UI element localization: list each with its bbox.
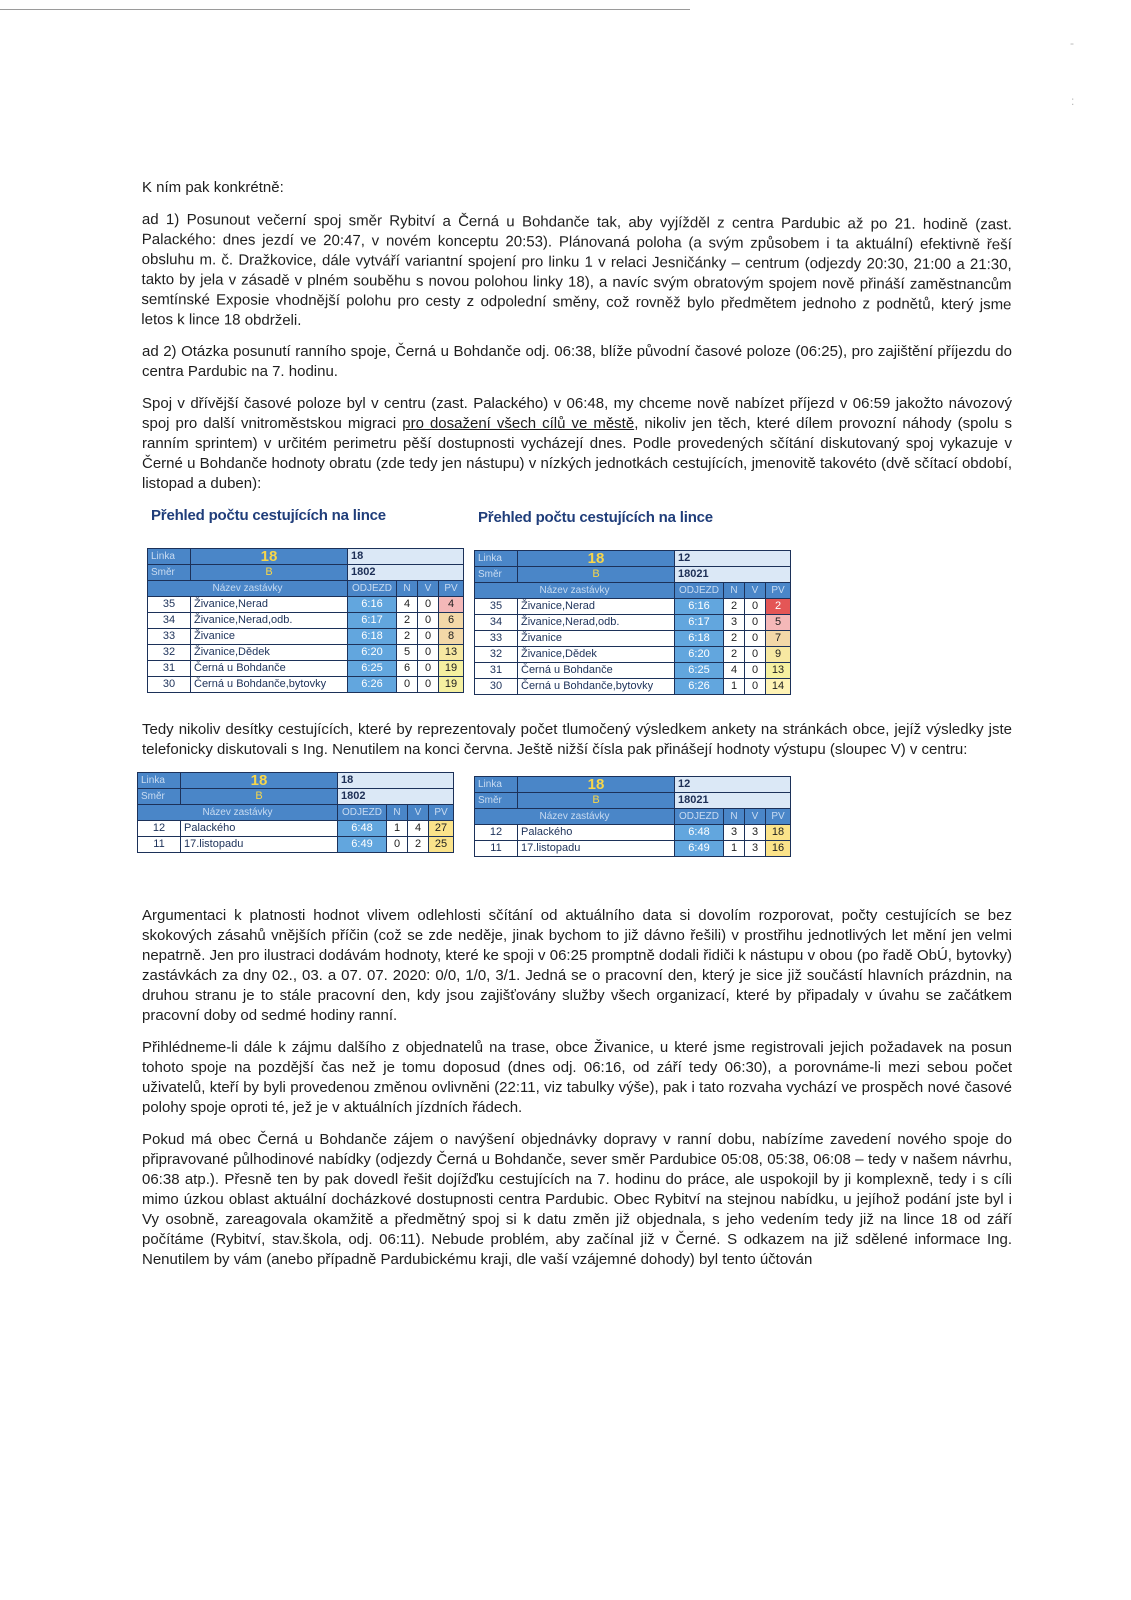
letter-page	[142, 178, 1012, 1282]
col-n: N	[397, 581, 418, 597]
boarding-count: 2	[397, 613, 418, 629]
stop-name: Živanice,Nerad,odb.	[518, 615, 675, 631]
departure-time: 6:16	[675, 599, 724, 615]
table-row	[148, 613, 464, 629]
boarding-count: 2	[724, 647, 745, 663]
onboard-count: 2	[766, 599, 791, 615]
alighting-count: 0	[418, 661, 439, 677]
stop-number: 35	[148, 597, 191, 613]
label-smer: Směr	[148, 565, 191, 581]
boarding-count: 5	[397, 645, 418, 661]
departure-time: 6:20	[675, 647, 724, 663]
line-number: 18	[518, 551, 675, 567]
boarding-count: 3	[724, 615, 745, 631]
passenger-tables-top	[142, 506, 1012, 706]
label-smer: Směr	[475, 567, 518, 583]
table-title: Přehled počtu cestujících na lince	[151, 507, 386, 524]
col-v: V	[745, 809, 766, 825]
stop-name: Živanice,Nerad	[518, 599, 675, 615]
departure-time: 6:17	[675, 615, 724, 631]
passenger-table-block	[147, 506, 464, 693]
alighting-count: 0	[745, 679, 766, 695]
table-row	[148, 645, 464, 661]
alighting-count: 0	[745, 663, 766, 679]
col-n: N	[387, 805, 408, 821]
stop-name: Živanice,Dědek	[518, 647, 675, 663]
alighting-count: 3	[745, 825, 766, 841]
col-odjezd: ODJEZD	[675, 583, 724, 599]
onboard-count: 9	[766, 647, 791, 663]
table-row	[148, 661, 464, 677]
boarding-count: 4	[724, 663, 745, 679]
alighting-count: 0	[418, 645, 439, 661]
intro-line: K ním pak konkrétně:	[142, 179, 284, 196]
col-v: V	[408, 805, 429, 821]
top-rule	[0, 9, 690, 10]
onboard-count: 16	[766, 841, 791, 857]
stop-number: 32	[475, 647, 518, 663]
table-row	[475, 825, 791, 841]
stop-number: 31	[475, 663, 518, 679]
trip-line: 12	[675, 551, 791, 567]
departure-time: 6:48	[338, 821, 387, 837]
boarding-count: 2	[724, 631, 745, 647]
passenger-count-table	[474, 550, 791, 695]
stop-number: 30	[475, 679, 518, 695]
trip-line: 12	[675, 777, 791, 793]
onboard-count: 7	[766, 631, 791, 647]
table-row	[475, 647, 791, 663]
table-row	[475, 679, 791, 695]
paragraph-offer: Pokud má obec Černá u Bohdanče zájem o navýšení objednávky dopravy v ranní dobu, nabízíme zavedení nového spoje do připravované půlhodinové nabídky (odjezdy Černá u Bohdanče, sever směr Pardubice 05:08, 05:38, 06:08 – tedy v našem návrhu, 06:38 atp.). Přesně ten by pak dovedl řešit dojížďku cestujících na 7. hodinu do práce, ale uspokojil by ji komplexně, tedy i s cíli mimo úzkou oblast aktuální docházkové dostupnosti centra Pardubic. Obec Rybitví na stejnou nabídku, u jejíhož podání jste byl i Vy osobně, zareagovala okamžitě a předmětný spoj si k datu změn již objednala, s jeho vedením tedy již na lince 18 od září počítáme (Rybitví, stav.škola, odj. 06:11). Nebude problém, aby začínal již v Černé. S odkazem na již sdělené informace Ing. Nenutilem by vám (anebo případně Pardubickému kraji, dle vaší vzájemné dohody) byl tento účtován	[142, 1131, 1012, 1268]
passenger-tables-bottom	[142, 772, 1012, 892]
onboard-count: 19	[439, 677, 464, 693]
departure-time: 6:25	[675, 663, 724, 679]
stop-name: 17.listopadu	[181, 837, 338, 853]
departure-time: 6:20	[348, 645, 397, 661]
stop-number: 12	[138, 821, 181, 837]
departure-time: 6:25	[348, 661, 397, 677]
stop-number: 11	[138, 837, 181, 853]
stop-name: Černá u Bohdanče,bytovky	[518, 679, 675, 695]
stop-name: 17.listopadu	[518, 841, 675, 857]
stop-name: Černá u Bohdanče,bytovky	[191, 677, 348, 693]
paragraph-morning-trip	[142, 394, 1012, 494]
stop-name: Živanice	[518, 631, 675, 647]
stop-number: 34	[148, 613, 191, 629]
departure-time: 6:49	[675, 841, 724, 857]
onboard-count: 6	[439, 613, 464, 629]
table-row	[148, 629, 464, 645]
alighting-count: 4	[408, 821, 429, 837]
stop-name: Černá u Bohdanče	[191, 661, 348, 677]
table-row	[148, 677, 464, 693]
trip-number: 18021	[675, 567, 791, 583]
line-number: 18	[191, 549, 348, 565]
alighting-count: 3	[745, 841, 766, 857]
table-row	[475, 599, 791, 615]
onboard-count: 13	[766, 663, 791, 679]
onboard-count: 19	[439, 661, 464, 677]
stop-number: 33	[475, 631, 518, 647]
boarding-count: 2	[724, 599, 745, 615]
stop-name: Živanice,Nerad	[191, 597, 348, 613]
stop-name: Živanice,Nerad,odb.	[191, 613, 348, 629]
label-linka: Linka	[475, 777, 518, 793]
col-n: N	[724, 809, 745, 825]
paragraph-ad1: ad 1) Posunout večerní spoj směr Rybitví a Černá u Bohdanče tak, aby vyjížděl z centra Pardubic až po 21. hodině (zast. Palackého: dnes jezdí ve 20:47, v novém konceptu 20:53). Plánovaná poloha (a svým způsobem i ta aktuální) efektivně řeší obsluhu m. č. Dražkovice, dále vytváří variantní spojení pro linku 1 v relaci Jesničánky – centrum (odjezdy 20:30, 21:00 a 21:30, takto by jela v zásadě v plném souběhu s novou polohou linky 18), a navíc svým obratovým spojem nově přináší zaměstnancům semtínské Exposie vhodnější polohu pro cesty z odpolední směny, což rovněž bylo předmětem jednoho z podnětů, který jsme letos k lince 18 obdrželi.	[141, 210, 1012, 329]
departure-time: 6:26	[675, 679, 724, 695]
trip-number: 18021	[675, 793, 791, 809]
departure-time: 6:17	[348, 613, 397, 629]
stop-number: 35	[475, 599, 518, 615]
passenger-table-block	[474, 776, 791, 857]
alighting-count: 0	[418, 677, 439, 693]
onboard-count: 14	[766, 679, 791, 695]
col-odjezd: ODJEZD	[675, 809, 724, 825]
col-odjezd: ODJEZD	[338, 805, 387, 821]
table-row	[138, 821, 454, 837]
trip-number: 1802	[338, 789, 454, 805]
table-title: Přehled počtu cestujících na lince	[478, 509, 713, 526]
departure-time: 6:18	[348, 629, 397, 645]
label-smer: Směr	[138, 789, 181, 805]
boarding-count: 0	[397, 677, 418, 693]
alighting-count: 0	[745, 647, 766, 663]
passenger-count-table	[147, 548, 464, 693]
label-linka: Linka	[148, 549, 191, 565]
onboard-count: 5	[766, 615, 791, 631]
scan-mark: :	[1071, 94, 1075, 108]
departure-time: 6:48	[675, 825, 724, 841]
table-row	[475, 615, 791, 631]
table-row	[475, 663, 791, 679]
boarding-count: 1	[387, 821, 408, 837]
trip-number: 1802	[348, 565, 464, 581]
stop-number: 11	[475, 841, 518, 857]
stop-number: 12	[475, 825, 518, 841]
stop-number: 31	[148, 661, 191, 677]
stop-name: Černá u Bohdanče	[518, 663, 675, 679]
onboard-count: 27	[429, 821, 454, 837]
alighting-count: 2	[408, 837, 429, 853]
underlined-phrase: pro dosažení všech cílů ve městě	[402, 415, 635, 432]
boarding-count: 6	[397, 661, 418, 677]
boarding-count: 2	[397, 629, 418, 645]
table-row	[138, 837, 454, 853]
col-n: N	[724, 583, 745, 599]
table-row	[475, 841, 791, 857]
boarding-count: 3	[724, 825, 745, 841]
table-row	[148, 597, 464, 613]
label-nazev: Název zastávky	[475, 809, 675, 825]
trip-line: 18	[348, 549, 464, 565]
direction: B	[191, 565, 348, 581]
alighting-count: 0	[418, 629, 439, 645]
passenger-table-block	[474, 508, 791, 695]
stop-name: Palackého	[181, 821, 338, 837]
stop-name: Živanice	[191, 629, 348, 645]
label-nazev: Název zastávky	[138, 805, 338, 821]
direction: B	[518, 793, 675, 809]
departure-time: 6:49	[338, 837, 387, 853]
col-pv: PV	[429, 805, 454, 821]
passenger-table-block	[137, 772, 454, 853]
alighting-count: 0	[745, 631, 766, 647]
trip-line: 18	[338, 773, 454, 789]
line-number: 18	[181, 773, 338, 789]
departure-time: 6:26	[348, 677, 397, 693]
direction: B	[181, 789, 338, 805]
col-v: V	[418, 581, 439, 597]
paragraph-argument: Argumentaci k platnosti hodnot vlivem odlehlosti sčítání od aktuálního data si dovolím rozporovat, počty cestujících se bez skokových zásahů vnějších příčin (což se zde neděje, jinak bychom to již dávno řešili) v prostřihu jednotlivých let mění jen velmi nepatrně. Jen pro ilustraci dodávám hodnoty, které ke spoji v 06:25 promptně dodali řidiči k nástupu v obou (po řadě ObÚ, bytovky) zastávkách za dny 02., 03. a 07. 07. 2020: 0/0, 1/0, 3/1. Jedná se o pracovní den, který je sice již součástí hlavních prázdnin, na druhou stranu je to stále pracovní den, kdy jsou zajišťovány služby všech organizací, které by připadaly v úvahu se začátkem pracovní doby od sedmé hodiny ranní.	[142, 907, 1012, 1024]
stop-number: 34	[475, 615, 518, 631]
alighting-count: 0	[745, 615, 766, 631]
label-linka: Linka	[475, 551, 518, 567]
stop-name: Živanice,Dědek	[191, 645, 348, 661]
alighting-count: 0	[745, 599, 766, 615]
onboard-count: 4	[439, 597, 464, 613]
stop-number: 30	[148, 677, 191, 693]
paragraph-survey: Tedy nikoliv desítky cestujících, které by reprezentovaly počet tlumočený výsledkem ankety na stránkách obce, jejíž výsledky jste telefonicky diskutovali s Ing. Nenutilem na konci června. Ještě nižší čísla pak přinášejí hodnoty výstupu (sloupec V) v centru:	[142, 721, 1012, 758]
col-pv: PV	[766, 809, 791, 825]
onboard-count: 18	[766, 825, 791, 841]
table-row	[475, 631, 791, 647]
line-number: 18	[518, 777, 675, 793]
paragraph-text: Spoj v dřívější časové poloze byl v centru (zast. Palackého) v 06:48, my chceme nově nabízet příjezd v 06:59 jakožto návozový spoj pro další vnitroměstskou migraci	[142, 395, 1012, 432]
direction: B	[518, 567, 675, 583]
paragraph-ad2: ad 2) Otázka posunutí ranního spoje, Černá u Bohdanče odj. 06:38, blíže původní časové poloze (06:25), pro zajištění příjezdu do centra Pardubic na 7. hodinu.	[142, 343, 1012, 380]
boarding-count: 1	[724, 679, 745, 695]
stop-number: 33	[148, 629, 191, 645]
passenger-count-table	[474, 776, 791, 857]
label-linka: Linka	[138, 773, 181, 789]
col-pv: PV	[766, 583, 791, 599]
label-smer: Směr	[475, 793, 518, 809]
onboard-count: 25	[429, 837, 454, 853]
boarding-count: 0	[387, 837, 408, 853]
col-odjezd: ODJEZD	[348, 581, 397, 597]
scan-mark: -	[1070, 36, 1074, 50]
col-pv: PV	[439, 581, 464, 597]
stop-number: 32	[148, 645, 191, 661]
boarding-count: 1	[724, 841, 745, 857]
passenger-count-table	[137, 772, 454, 853]
label-nazev: Název zastávky	[475, 583, 675, 599]
paragraph-zivanice: Přihlédneme-li dále k zájmu dalšího z objednatelů na trase, obce Živanice, u které jsme registrovali jejich požadavek na posun tohoto spoje na pozdější čas než je tomu doposud (dnes odj. 06:16, od září tedy 06:30), a porovnáme-li mezi sebou počet uživatelů, kteří by byli provedenou změnou ovlivněni (22:11, viz tabulky výše), pak i tato rozvaha vychází ve prospěch nové časové polohy spoje oproti té, jež je v aktuálních jízdních řádech.	[142, 1039, 1012, 1116]
boarding-count: 4	[397, 597, 418, 613]
onboard-count: 13	[439, 645, 464, 661]
departure-time: 6:16	[348, 597, 397, 613]
onboard-count: 8	[439, 629, 464, 645]
stop-name: Palackého	[518, 825, 675, 841]
label-nazev: Název zastávky	[148, 581, 348, 597]
paragraph-text: , nikoliv jen těch, které dílem provozní náhody (spolu s ranním sprintem) v určitém perimetru pěší dostupnosti vycházejí dnes. Podle provedených sčítání diskutovaný spoj vykazuje v Černé u Bohdanče hodnoty obratu (zde tedy jen nástupu) v nízkých jednotkách cestujících, jmenovitě takovéto (dvě sčítací období, listopad a duben):	[142, 415, 1012, 492]
departure-time: 6:18	[675, 631, 724, 647]
col-v: V	[745, 583, 766, 599]
alighting-count: 0	[418, 613, 439, 629]
alighting-count: 0	[418, 597, 439, 613]
